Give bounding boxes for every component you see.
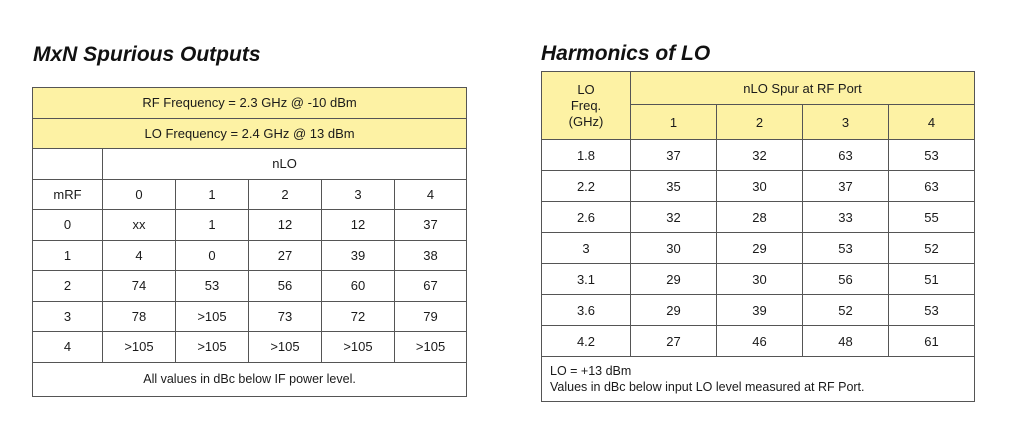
- lo-frequency-header: LO Frequency = 2.4 GHz @ 13 dBm: [33, 118, 467, 149]
- harmonic-column-header: 2: [717, 105, 803, 140]
- lo-note: [542, 357, 975, 402]
- mrf-row-label: 4: [33, 332, 103, 363]
- table-cell: 37: [631, 140, 717, 171]
- mxn-footnote: All values in dBc below IF power level.: [33, 362, 467, 396]
- table-cell: 74: [103, 271, 176, 302]
- lo-values-note: Values in dBc below input LO level measured at RF Port.: [550, 380, 865, 394]
- mrf-row-label: 2: [33, 271, 103, 302]
- table-row: [542, 140, 975, 171]
- table-cell: 48: [803, 326, 889, 357]
- lo-freq-header-line2: Freq.: [570, 97, 602, 113]
- table-cell: 30: [631, 233, 717, 264]
- lo-freq-header: [542, 72, 631, 140]
- table-cell: xx: [103, 210, 176, 241]
- rf-frequency-header: RF Frequency = 2.3 GHz @ -10 dBm: [33, 88, 467, 119]
- table-cell: 12: [249, 210, 322, 241]
- table-cell: 28: [717, 202, 803, 233]
- table-cell: >105: [322, 332, 395, 363]
- table-cell: >105: [103, 332, 176, 363]
- lo-harmonics-table: [541, 71, 975, 402]
- nlo-column-header: 4: [395, 179, 467, 210]
- lo-freq-cell: 3.6: [542, 295, 631, 326]
- lo-freq-cell: 2.2: [542, 171, 631, 202]
- nlo-header: nLO: [103, 149, 467, 180]
- table-cell: 72: [322, 301, 395, 332]
- mrf-row-label: 0: [33, 210, 103, 241]
- table-cell: 1: [176, 210, 249, 241]
- mrf-row-label: 3: [33, 301, 103, 332]
- table-cell: 38: [395, 240, 467, 271]
- lo-level-note: LO = +13 dBm: [550, 364, 632, 378]
- table-cell: >105: [176, 332, 249, 363]
- lo-freq-header-line1: LO: [577, 81, 595, 97]
- table-row: [33, 332, 467, 363]
- table-cell: 37: [803, 171, 889, 202]
- table-cell: >105: [176, 301, 249, 332]
- table-cell: 52: [889, 233, 975, 264]
- table-cell: 79: [395, 301, 467, 332]
- lo-freq-header-line3: (GHz): [568, 113, 604, 129]
- table-cell: 29: [631, 264, 717, 295]
- table-row: [542, 233, 975, 264]
- table-cell: 46: [717, 326, 803, 357]
- table-cell: 32: [631, 202, 717, 233]
- table-row: [542, 295, 975, 326]
- table-cell: 53: [889, 295, 975, 326]
- table-cell: 55: [889, 202, 975, 233]
- table-cell: 51: [889, 264, 975, 295]
- table-cell: 32: [717, 140, 803, 171]
- table-row: [33, 240, 467, 271]
- table-cell: 39: [322, 240, 395, 271]
- table-cell: 78: [103, 301, 176, 332]
- table-row: [33, 301, 467, 332]
- harmonic-column-header: 4: [889, 105, 975, 140]
- table-cell: 29: [631, 295, 717, 326]
- lo-freq-cell: 4.2: [542, 326, 631, 357]
- table-row: [33, 210, 467, 241]
- nlo-column-header: 0: [103, 179, 176, 210]
- mrf-header: mRF: [33, 179, 103, 210]
- table-cell: 35: [631, 171, 717, 202]
- nlo-spur-header: nLO Spur at RF Port: [631, 72, 975, 105]
- table-cell: 63: [803, 140, 889, 171]
- table-cell: 52: [803, 295, 889, 326]
- table-row: [33, 271, 467, 302]
- table-cell: 56: [249, 271, 322, 302]
- table-cell: 33: [803, 202, 889, 233]
- table-cell: 53: [803, 233, 889, 264]
- table-cell: 53: [889, 140, 975, 171]
- harmonic-column-header: 3: [803, 105, 889, 140]
- nlo-column-header: 1: [176, 179, 249, 210]
- table-cell: 53: [176, 271, 249, 302]
- table-cell: 0: [176, 240, 249, 271]
- table-cell: >105: [249, 332, 322, 363]
- table-cell: 27: [249, 240, 322, 271]
- table-cell: 4: [103, 240, 176, 271]
- nlo-column-header: 3: [322, 179, 395, 210]
- table-row: [542, 171, 975, 202]
- table-cell: 27: [631, 326, 717, 357]
- corner-cell: [33, 149, 103, 180]
- table-cell: 60: [322, 271, 395, 302]
- mxn-spurious-outputs-title: MxN Spurious Outputs: [33, 43, 261, 66]
- table-cell: 39: [717, 295, 803, 326]
- harmonics-of-lo-title: Harmonics of LO: [541, 42, 711, 65]
- table-cell: 30: [717, 171, 803, 202]
- mrf-row-label: 1: [33, 240, 103, 271]
- mxn-spurious-table: [32, 87, 467, 397]
- lo-freq-cell: 2.6: [542, 202, 631, 233]
- table-cell: 73: [249, 301, 322, 332]
- table-cell: 37: [395, 210, 467, 241]
- table-cell: 63: [889, 171, 975, 202]
- nlo-column-header: 2: [249, 179, 322, 210]
- table-cell: >105: [395, 332, 467, 363]
- table-cell: 30: [717, 264, 803, 295]
- table-cell: 67: [395, 271, 467, 302]
- table-row: [542, 326, 975, 357]
- lo-freq-cell: 3: [542, 233, 631, 264]
- harmonic-column-header: 1: [631, 105, 717, 140]
- table-row: [542, 264, 975, 295]
- table-cell: 61: [889, 326, 975, 357]
- lo-freq-cell: 3.1: [542, 264, 631, 295]
- table-cell: 12: [322, 210, 395, 241]
- lo-freq-cell: 1.8: [542, 140, 631, 171]
- table-row: [542, 202, 975, 233]
- table-cell: 29: [717, 233, 803, 264]
- table-cell: 56: [803, 264, 889, 295]
